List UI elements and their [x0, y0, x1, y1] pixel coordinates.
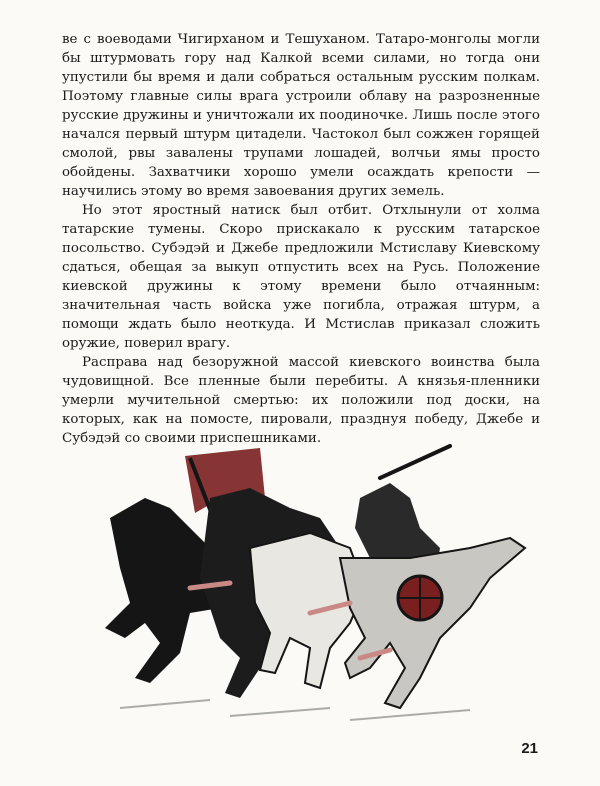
battle-illustration: [90, 438, 530, 728]
body-text: [62, 30, 540, 448]
paragraph-3: Расправа над безоружной массой киевского воинства была чудовищной. Все пленные были перебиты. А князья-пленники умерли мучительной смертью: их положили под доски, на которых, как на помосте, пировали, празднуя победу, Джебе и Субэдэй со своими приспешниками.: [62, 355, 540, 446]
sword: [380, 446, 450, 478]
right-horse: [340, 538, 525, 708]
paragraph-1: ве с воеводами Чигирханом и Тешуханом. Татаро-монголы могли бы штурмовать гору над Калкой всеми силами, но тогда они упустили бы время и дали собраться остальным русским полкам. Поэтому главные силы врага устроили облаву на разрозненные русские дружины и уничтожали их поодиночке. Лишь после этого начался первый штурм цитадели. Частокол был сожжен горящей смолой, рвы завалены трупами лошадей, волчьи ямы просто обойдены. Захватчики хорошо умели осаждать крепости — научились этому во время завоевания других земель.: [62, 32, 540, 199]
page-number: 21: [521, 740, 538, 757]
paragraph-2: Но этот яростный натиск был отбит. Отхлынули от холма татарские тумены. Скоро прискакало к русским татарское посольство. Субэдэй и Джебе предложили Мстиславу Киевскому сдаться, обещая за выкуп отпустить всех на Русь. Положение киевской дружины к этому времени было отчаянным: значительная часть войска уже погибла, отражая штурм, а помощи ждать было неоткуда. И Мстислав приказал сложить оружие, поверил врагу.: [62, 203, 540, 351]
ground-strokes: [120, 700, 470, 720]
